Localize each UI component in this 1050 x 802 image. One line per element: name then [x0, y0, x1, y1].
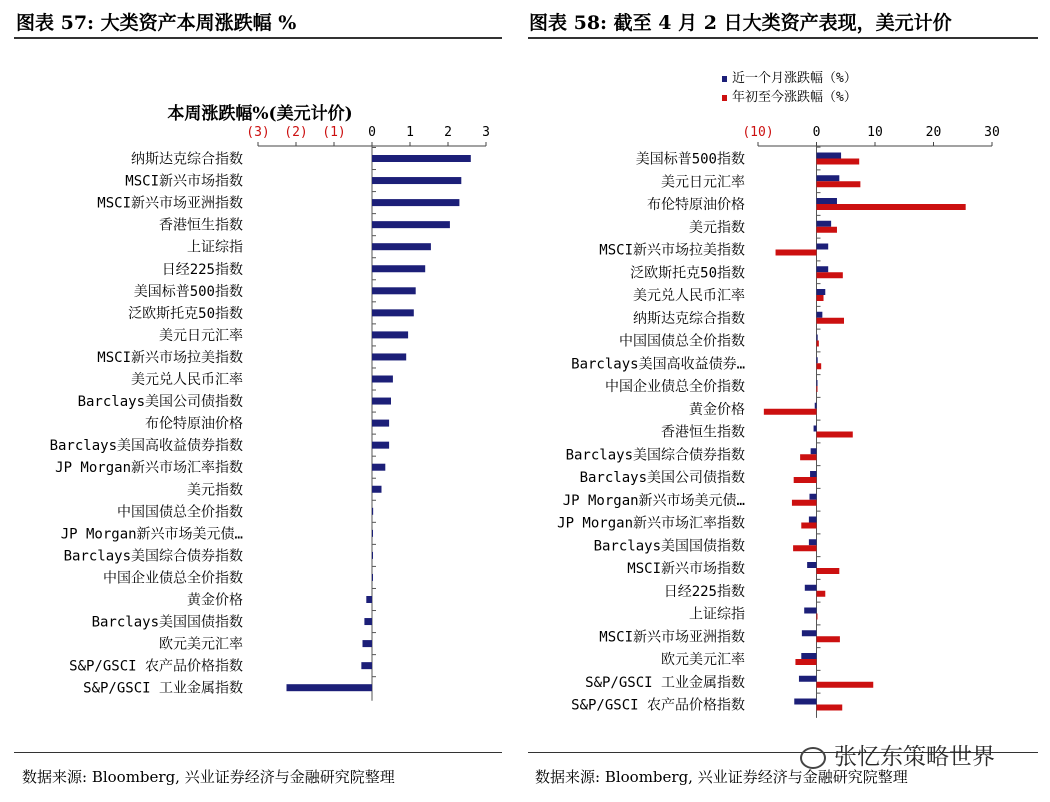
category-label: 纳斯达克综合指数 [131, 151, 243, 168]
bar-ytd [776, 250, 817, 256]
x-tick-label: 30 [984, 125, 1000, 140]
category-label: JP Morgan新兴市场汇率指数 [55, 460, 243, 477]
bar-ytd [795, 659, 816, 665]
category-label: 香港恒生指数 [661, 424, 745, 441]
legend-label: 年初至今涨跌幅（%） [732, 90, 857, 105]
x-tick-label: 1 [406, 125, 414, 140]
category-label: 布伦特原油价格 [647, 197, 745, 213]
bar-weekly [372, 552, 373, 559]
bar-ytd [793, 545, 816, 551]
bar-ytd [817, 181, 861, 187]
bar-one-month [811, 448, 817, 454]
category-label: MSCI新兴市场亚洲指数 [599, 629, 745, 646]
category-label: 美元日元汇率 [159, 327, 243, 344]
bar-weekly [372, 420, 389, 427]
bar-ytd [794, 477, 817, 483]
bar-one-month [799, 676, 817, 682]
category-label: 中国企业债总全价指数 [103, 570, 243, 587]
bar-one-month [817, 244, 829, 250]
x-tick-label: (1) [322, 125, 346, 140]
category-label: 美元指数 [187, 482, 243, 499]
legend-swatch [722, 95, 727, 101]
bar-ytd [817, 432, 853, 438]
category-label: Barclays美国公司债指数 [77, 394, 243, 411]
bar-one-month [794, 699, 816, 705]
bar-weekly [372, 243, 431, 250]
bar-weekly [372, 486, 382, 493]
category-label: JP Morgan新兴市场汇率指数 [557, 515, 745, 532]
category-label: 中国国债总全价指数 [117, 504, 243, 521]
bar-one-month [817, 198, 837, 204]
category-label: 泛欧斯托克50指数 [630, 265, 745, 282]
category-label: 日经225指数 [663, 583, 745, 600]
bar-ytd [817, 204, 966, 210]
bar-ytd [817, 705, 843, 711]
category-label: 黄金价格 [689, 401, 745, 418]
legend-label: 近一个月涨跌幅（%） [732, 71, 857, 86]
bar-weekly [372, 574, 373, 581]
x-tick-label: 10 [867, 125, 883, 140]
category-label: 美元兑人民币汇率 [131, 372, 243, 388]
bar-one-month [814, 426, 817, 432]
legend-swatch [722, 76, 727, 82]
left-source-rule [14, 752, 502, 753]
bar-one-month [807, 562, 816, 568]
bar-ytd [764, 409, 817, 415]
category-label: 中国国债总全价指数 [619, 333, 745, 350]
bar-weekly [363, 640, 373, 647]
bar-weekly [372, 353, 406, 360]
category-label: S&P/GSCI 农产品价格指数 [69, 658, 243, 675]
bar-one-month [817, 289, 826, 295]
category-label: 美国标普500指数 [133, 283, 243, 300]
bar-ytd [792, 500, 817, 506]
category-label: 美国标普500指数 [635, 151, 745, 168]
bar-ytd [817, 568, 840, 574]
category-label: 上证综指 [187, 239, 243, 256]
bar-ytd [817, 227, 837, 233]
bar-weekly [372, 530, 373, 537]
category-label: 上证综指 [689, 606, 745, 623]
bar-weekly [372, 287, 416, 294]
bar-ytd [817, 341, 819, 347]
right-figure-title: 图表 58: 截至 4 月 2 日大类资产表现，美元计价 [529, 12, 952, 34]
bar-weekly [361, 662, 372, 669]
bar-ytd [817, 159, 860, 165]
bar-ytd [817, 614, 818, 620]
category-label: 纳斯达克综合指数 [633, 310, 745, 327]
right-source-note: 数据来源: Bloomberg, 兴业证券经济与金融研究院整理 [535, 768, 908, 786]
bar-one-month [817, 266, 829, 272]
bar-ytd [801, 523, 816, 529]
category-label: JP Morgan新兴市场美元债… [60, 526, 243, 543]
bar-one-month [817, 221, 832, 227]
x-tick-label: 20 [925, 125, 942, 140]
bar-one-month [815, 403, 817, 409]
category-label: 黄金价格 [187, 592, 243, 609]
bar-ytd [817, 363, 822, 369]
bar-weekly [364, 618, 372, 625]
bar-one-month [801, 653, 816, 659]
bar-weekly [372, 199, 459, 206]
x-tick-label: (2) [284, 125, 308, 140]
category-label: 美元日元汇率 [661, 174, 745, 191]
bar-ytd [817, 636, 840, 642]
category-label: 中国企业债总全价指数 [605, 379, 745, 395]
bar-one-month [817, 153, 842, 159]
bar-one-month [817, 357, 818, 363]
bar-one-month [809, 494, 816, 500]
bar-one-month [817, 335, 818, 341]
category-label: Barclays美国国债指数 [593, 538, 745, 555]
bar-one-month [810, 471, 816, 477]
chart-title: 本周涨跌幅%(美元计价) [167, 104, 353, 124]
category-label: 欧元美元汇率 [661, 652, 745, 668]
bar-ytd [817, 295, 824, 301]
bar-one-month [805, 585, 817, 591]
category-label: Barclays美国综合债券指数 [565, 447, 745, 464]
category-label: 泛欧斯托克50指数 [128, 305, 243, 322]
category-label: Barclays美国高收益债券指数 [49, 438, 243, 455]
bar-weekly [372, 155, 471, 162]
category-label: 日经225指数 [161, 261, 243, 278]
category-label: 香港恒生指数 [159, 217, 243, 234]
bar-ytd [817, 272, 843, 278]
bar-one-month [817, 312, 823, 318]
category-label: Barclays美国公司债指数 [579, 470, 745, 486]
watermark-wechat [800, 738, 995, 771]
watermark-text: 张忆东策略世界 [834, 744, 995, 770]
category-label: Barclays美国综合债券指数 [63, 548, 243, 565]
category-label: Barclays美国国债指数 [91, 614, 243, 631]
category-label: MSCI新兴市场拉美指数 [97, 349, 243, 366]
x-tick-label: (10) [742, 125, 774, 140]
category-label: JP Morgan新兴市场美元债… [562, 492, 745, 509]
left-figure-title: 图表 57: 大类资产本周涨跌幅 % [16, 12, 297, 34]
category-label: S&P/GSCI 工业金属指数 [83, 680, 243, 697]
category-label: 欧元美元汇率 [159, 636, 243, 653]
wechat-icon [800, 747, 826, 769]
category-label: MSCI新兴市场亚洲指数 [97, 195, 243, 212]
category-label: 布伦特原油价格 [145, 416, 243, 433]
bar-weekly [372, 265, 425, 272]
bar-one-month [817, 175, 840, 181]
bar-weekly [372, 331, 408, 338]
category-label: MSCI新兴市场指数 [125, 173, 243, 190]
bar-ytd [800, 454, 816, 460]
bar-weekly [372, 508, 373, 515]
x-tick-label: 3 [482, 125, 490, 140]
bar-weekly [372, 376, 393, 383]
x-tick-label: (3) [246, 125, 270, 140]
x-tick-label: 0 [368, 125, 376, 140]
bar-weekly [287, 684, 373, 691]
bar-ytd [817, 591, 826, 597]
category-label: 美元指数 [689, 219, 745, 236]
x-tick-label: 2 [444, 125, 452, 140]
bar-weekly [366, 596, 372, 603]
category-label: S&P/GSCI 工业金属指数 [585, 674, 745, 691]
bar-one-month [804, 608, 816, 614]
bar-one-month [817, 380, 818, 386]
bar-weekly [372, 464, 385, 471]
bar-one-month [802, 630, 817, 636]
bar-ytd [817, 682, 874, 688]
left-source-note: 数据来源: Bloomberg, 兴业证券经济与金融研究院整理 [22, 768, 395, 786]
category-label: MSCI新兴市场指数 [627, 561, 745, 577]
bar-ytd [817, 386, 818, 392]
bar-ytd [817, 318, 844, 324]
category-label: MSCI新兴市场拉美指数 [599, 242, 745, 259]
bar-one-month [809, 539, 817, 545]
bar-weekly [372, 442, 389, 449]
category-label: Barclays美国高收益债券… [571, 356, 745, 373]
bar-weekly [372, 309, 414, 316]
bar-weekly [372, 177, 461, 184]
bar-one-month [809, 517, 817, 523]
category-label: S&P/GSCI 农产品价格指数 [571, 697, 745, 714]
category-label: 美元兑人民币汇率 [633, 288, 745, 304]
bar-weekly [372, 398, 391, 405]
bar-weekly [372, 221, 450, 228]
x-tick-label: 0 [812, 125, 821, 140]
